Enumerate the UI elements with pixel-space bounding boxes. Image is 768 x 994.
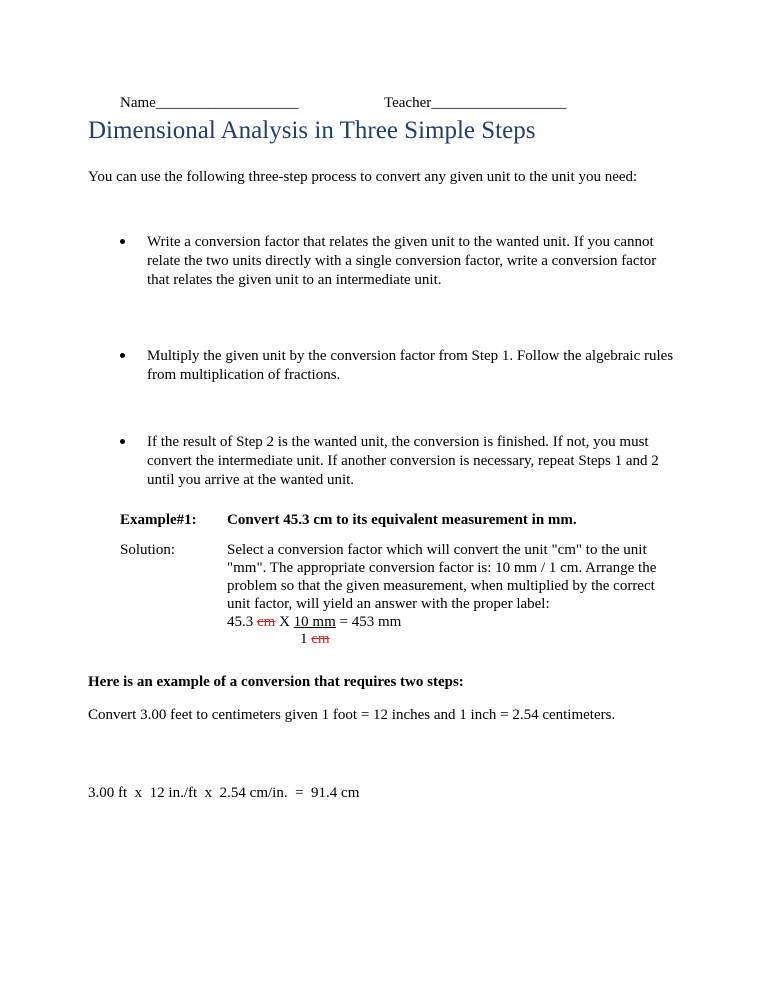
intro-text: You can use the following three-step process to convert any given unit to the unit you need: xyxy=(88,169,638,185)
cancelled-unit: cm xyxy=(257,614,276,630)
calc-result: 453 mm xyxy=(351,614,402,630)
example1-problem: Convert 45.3 cm to its equivalent measurement in mm. xyxy=(227,512,577,528)
fraction-denominator xyxy=(300,630,330,648)
times-symbol: X xyxy=(279,614,290,630)
example2-problem: Convert 3.00 feet to centimeters given 1 foot = 12 inches and 1 inch = 2.54 centimeters. xyxy=(88,707,616,723)
step-text: Multiply the given unit by the conversion factor from Step 1. Follow the algebraic rules from multiplication of fractions. xyxy=(147,348,674,383)
fraction-numerator: 10 mm xyxy=(293,614,336,630)
equals-symbol: = xyxy=(339,614,348,630)
name-field: Name___________________ xyxy=(120,95,299,111)
bullet-icon xyxy=(120,239,125,244)
bullet-icon xyxy=(120,439,125,444)
example2-calculation: 3.00 ft x 12 in./ft x 2.54 cm/in. = 91.4 cm xyxy=(88,785,360,801)
teacher-field: Teacher__________________ xyxy=(384,95,567,111)
example2-heading: Here is an example of a conversion that requires two steps: xyxy=(88,674,464,690)
step-text: Write a conversion factor that relates the given unit to the wanted unit. If you cannot relate the two units directly with a single conversion factor, write a conversion factor that relates the given unit to an intermediate unit. xyxy=(147,234,657,288)
page-title: Dimensional Analysis in Three Simple Steps xyxy=(88,117,536,144)
example1-calculation xyxy=(227,613,401,631)
example1-label: Example#1: xyxy=(120,512,197,528)
step-text: If the result of Step 2 is the wanted unit, the conversion is finished. If not, you must convert the intermediate unit. If another conversion is necessary, repeat Steps 1 and 2 until you arrive at the wanted unit. xyxy=(147,434,659,488)
solution-label: Solution: xyxy=(120,542,176,558)
bullet-icon xyxy=(120,353,125,358)
solution-text: Select a conversion factor which will convert the unit "cm" to the unit "mm". The appropriate conversion factor is: 10 mm / 1 cm. Arrange the problem so that the given measurement, when multiplied by the correct unit factor, will yield an answer with the proper label: xyxy=(227,542,657,612)
given-value: 45.3 xyxy=(227,614,254,630)
denominator-value: 1 xyxy=(300,631,308,647)
cancelled-unit: cm xyxy=(311,631,330,647)
